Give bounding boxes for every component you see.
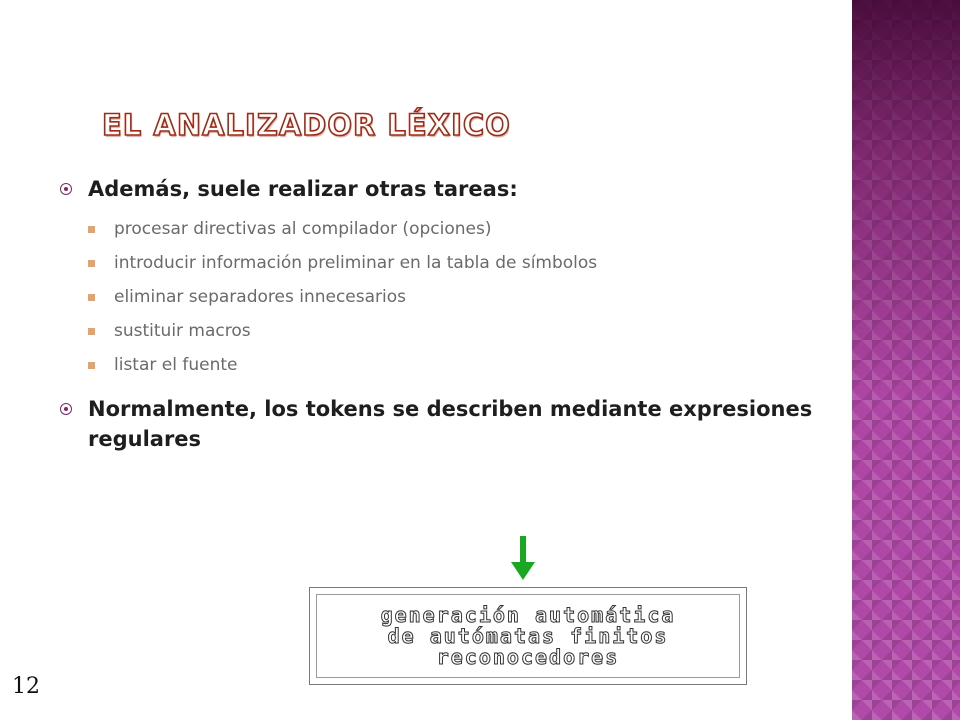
sub-bullet-text: eliminar separadores innecesarios — [114, 287, 407, 307]
circle-dot-bullet-icon — [60, 403, 72, 415]
sub-bullet — [60, 280, 830, 314]
box-inner-frame — [316, 594, 740, 678]
arrow-down-icon — [510, 536, 536, 582]
circle-dot-bullet-icon — [60, 183, 72, 195]
square-bullet-icon — [88, 226, 95, 233]
sub-bullet-list — [60, 212, 830, 382]
slide-content — [60, 174, 830, 462]
box-text-line: de autómatas finitos — [387, 623, 669, 648]
box-text-line: generación automática — [380, 602, 676, 627]
bullet-level1 — [60, 174, 830, 204]
sub-bullet-text: listar el fuente — [114, 355, 238, 375]
sub-bullet-text: procesar directivas al compilador (opciones) — [114, 219, 492, 239]
square-bullet-icon — [88, 294, 95, 301]
sub-bullet — [60, 314, 830, 348]
bullet-text: Normalmente, los tokens se describen mediante expresiones regulares — [88, 397, 813, 451]
bullet-text: Además, suele realizar otras tareas: — [88, 177, 518, 201]
sub-bullet-text: sustituir macros — [114, 321, 251, 341]
square-bullet-icon — [88, 362, 95, 369]
sub-bullet — [60, 348, 830, 382]
page-number: 12 — [12, 674, 40, 699]
sub-bullet — [60, 246, 830, 280]
decorative-side-band — [852, 0, 960, 720]
sub-bullet-text: introducir información preliminar en la tabla de símbolos — [114, 253, 598, 273]
slide-title: EL ANALIZADOR LÉXICO — [102, 108, 511, 142]
automata-generation-box — [309, 587, 747, 685]
square-bullet-icon — [88, 260, 95, 267]
square-bullet-icon — [88, 328, 95, 335]
sub-bullet — [60, 212, 830, 246]
bullet-level1 — [60, 394, 830, 454]
box-text-line: reconocedores — [436, 644, 620, 669]
